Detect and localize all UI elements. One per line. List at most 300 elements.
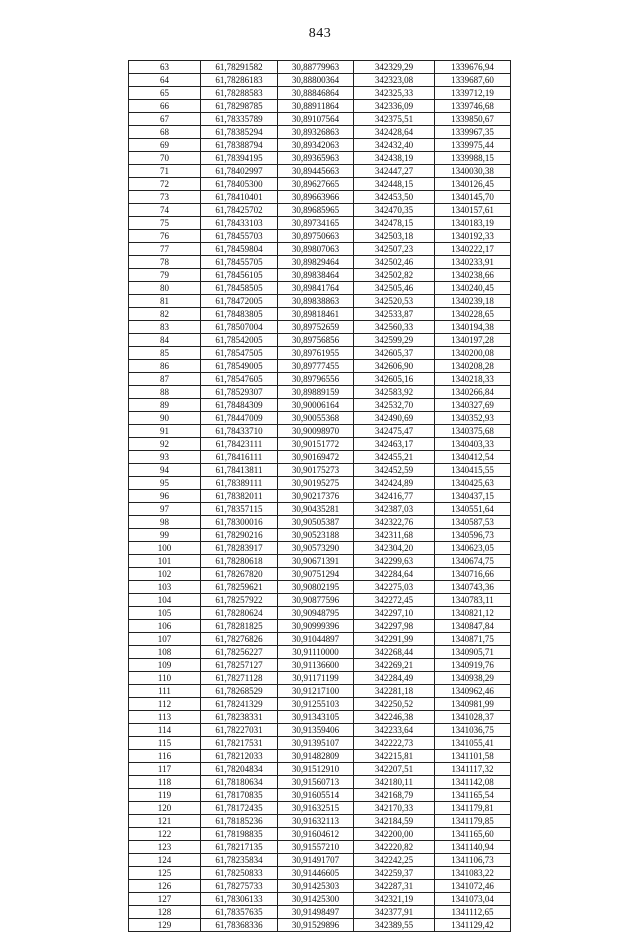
longitude-cell: 30,91110000 — [278, 646, 354, 659]
point-number-cell: 97 — [129, 503, 201, 516]
longitude-cell: 30,91604612 — [278, 828, 354, 841]
x-coordinate-cell: 342299,63 — [354, 555, 435, 568]
x-coordinate-cell: 342452,59 — [354, 464, 435, 477]
y-coordinate-cell: 1340228,65 — [435, 308, 511, 321]
longitude-cell: 30,91491707 — [278, 854, 354, 867]
latitude-cell: 61,78458505 — [201, 282, 278, 295]
point-number-cell: 68 — [129, 126, 201, 139]
latitude-cell: 61,78212033 — [201, 750, 278, 763]
y-coordinate-cell: 1340157,61 — [435, 204, 511, 217]
y-coordinate-cell: 1339712,19 — [435, 87, 511, 100]
x-coordinate-cell: 342321,19 — [354, 893, 435, 906]
longitude-cell: 30,89750663 — [278, 230, 354, 243]
x-coordinate-cell: 342532,70 — [354, 399, 435, 412]
y-coordinate-cell: 1341179,81 — [435, 802, 511, 815]
x-coordinate-cell: 342490,69 — [354, 412, 435, 425]
y-coordinate-cell: 1340145,70 — [435, 191, 511, 204]
latitude-cell: 61,78280624 — [201, 607, 278, 620]
x-coordinate-cell: 342428,64 — [354, 126, 435, 139]
latitude-cell: 61,78389111 — [201, 477, 278, 490]
x-coordinate-cell: 342475,47 — [354, 425, 435, 438]
point-number-cell: 128 — [129, 906, 201, 919]
x-coordinate-cell: 342375,51 — [354, 113, 435, 126]
point-number-cell: 119 — [129, 789, 201, 802]
latitude-cell: 61,78394195 — [201, 152, 278, 165]
table-row — [129, 230, 511, 243]
point-number-cell: 99 — [129, 529, 201, 542]
longitude-cell: 30,91359406 — [278, 724, 354, 737]
longitude-cell: 30,90573290 — [278, 542, 354, 555]
y-coordinate-cell: 1341140,94 — [435, 841, 511, 854]
longitude-cell: 30,91557210 — [278, 841, 354, 854]
table-row — [129, 334, 511, 347]
y-coordinate-cell: 1339850,67 — [435, 113, 511, 126]
longitude-cell: 30,90948795 — [278, 607, 354, 620]
table-row — [129, 217, 511, 230]
latitude-cell: 61,78298785 — [201, 100, 278, 113]
point-number-cell: 73 — [129, 191, 201, 204]
table-row — [129, 568, 511, 581]
table-row — [129, 919, 511, 932]
page-number: 843 — [308, 26, 332, 41]
point-number-cell: 114 — [129, 724, 201, 737]
longitude-cell: 30,90435281 — [278, 503, 354, 516]
x-coordinate-cell: 342533,87 — [354, 308, 435, 321]
longitude-cell: 30,89365963 — [278, 152, 354, 165]
x-coordinate-cell: 342599,29 — [354, 334, 435, 347]
table-row — [129, 646, 511, 659]
table-row — [129, 321, 511, 334]
point-number-cell: 91 — [129, 425, 201, 438]
point-number-cell: 120 — [129, 802, 201, 815]
x-coordinate-cell: 342505,46 — [354, 282, 435, 295]
table-row — [129, 841, 511, 854]
y-coordinate-cell: 1339975,44 — [435, 139, 511, 152]
y-coordinate-cell: 1340194,38 — [435, 321, 511, 334]
longitude-cell: 30,89756856 — [278, 334, 354, 347]
x-coordinate-cell: 342329,29 — [354, 61, 435, 74]
table-row — [129, 802, 511, 815]
x-coordinate-cell: 342455,21 — [354, 451, 435, 464]
x-coordinate-cell: 342242,25 — [354, 854, 435, 867]
y-coordinate-cell: 1341055,41 — [435, 737, 511, 750]
longitude-cell: 30,89838863 — [278, 295, 354, 308]
point-number-cell: 127 — [129, 893, 201, 906]
longitude-cell: 30,89777455 — [278, 360, 354, 373]
point-number-cell: 92 — [129, 438, 201, 451]
table-row — [129, 763, 511, 776]
point-number-cell: 75 — [129, 217, 201, 230]
latitude-cell: 61,78549005 — [201, 360, 278, 373]
x-coordinate-cell: 342322,76 — [354, 516, 435, 529]
latitude-cell: 61,78227031 — [201, 724, 278, 737]
longitude-cell: 30,89445663 — [278, 165, 354, 178]
x-coordinate-cell: 342416,77 — [354, 490, 435, 503]
latitude-cell: 61,78402997 — [201, 165, 278, 178]
x-coordinate-cell: 342560,33 — [354, 321, 435, 334]
x-coordinate-cell: 342284,49 — [354, 672, 435, 685]
y-coordinate-cell: 1340587,53 — [435, 516, 511, 529]
point-number-cell: 93 — [129, 451, 201, 464]
y-coordinate-cell: 1340821,12 — [435, 607, 511, 620]
y-coordinate-cell: 1340847,84 — [435, 620, 511, 633]
latitude-cell: 61,78241329 — [201, 698, 278, 711]
table-row — [129, 347, 511, 360]
x-coordinate-cell: 342180,11 — [354, 776, 435, 789]
latitude-cell: 61,78217531 — [201, 737, 278, 750]
point-number-cell: 76 — [129, 230, 201, 243]
table-row — [129, 178, 511, 191]
latitude-cell: 61,78507004 — [201, 321, 278, 334]
x-coordinate-cell: 342503,18 — [354, 230, 435, 243]
longitude-cell: 30,89663966 — [278, 191, 354, 204]
table-row — [129, 854, 511, 867]
latitude-cell: 61,78459804 — [201, 243, 278, 256]
y-coordinate-cell: 1340783,11 — [435, 594, 511, 607]
table-row — [129, 659, 511, 672]
x-coordinate-cell: 342268,44 — [354, 646, 435, 659]
table-row — [129, 685, 511, 698]
y-coordinate-cell: 1341112,65 — [435, 906, 511, 919]
longitude-cell: 30,90802195 — [278, 581, 354, 594]
longitude-cell: 30,89326863 — [278, 126, 354, 139]
x-coordinate-cell: 342281,18 — [354, 685, 435, 698]
y-coordinate-cell: 1340233,91 — [435, 256, 511, 269]
latitude-cell: 61,78198835 — [201, 828, 278, 841]
point-number-cell: 126 — [129, 880, 201, 893]
table-row — [129, 724, 511, 737]
point-number-cell: 85 — [129, 347, 201, 360]
table-row — [129, 555, 511, 568]
y-coordinate-cell: 1341106,73 — [435, 854, 511, 867]
table-row — [129, 529, 511, 542]
longitude-cell: 30,91512910 — [278, 763, 354, 776]
y-coordinate-cell: 1340938,29 — [435, 672, 511, 685]
latitude-cell: 61,78275733 — [201, 880, 278, 893]
table-row — [129, 737, 511, 750]
point-number-cell: 101 — [129, 555, 201, 568]
y-coordinate-cell: 1340981,99 — [435, 698, 511, 711]
table-row — [129, 308, 511, 321]
longitude-cell: 30,89685965 — [278, 204, 354, 217]
point-number-cell: 113 — [129, 711, 201, 724]
latitude-cell: 61,78170835 — [201, 789, 278, 802]
x-coordinate-cell: 342207,51 — [354, 763, 435, 776]
table-row — [129, 867, 511, 880]
latitude-cell: 61,78257922 — [201, 594, 278, 607]
point-number-cell: 100 — [129, 542, 201, 555]
point-number-cell: 129 — [129, 919, 201, 932]
table-row — [129, 126, 511, 139]
table-row — [129, 373, 511, 386]
y-coordinate-cell: 1339687,60 — [435, 74, 511, 87]
point-number-cell: 71 — [129, 165, 201, 178]
point-number-cell: 79 — [129, 269, 201, 282]
table-row — [129, 204, 511, 217]
longitude-cell: 30,91425303 — [278, 880, 354, 893]
longitude-cell: 30,90877596 — [278, 594, 354, 607]
latitude-cell: 61,78455705 — [201, 256, 278, 269]
point-number-cell: 110 — [129, 672, 201, 685]
point-number-cell: 121 — [129, 815, 201, 828]
y-coordinate-cell: 1339988,15 — [435, 152, 511, 165]
latitude-cell: 61,78385294 — [201, 126, 278, 139]
longitude-cell: 30,91044897 — [278, 633, 354, 646]
y-coordinate-cell: 1339746,68 — [435, 100, 511, 113]
x-coordinate-cell: 342507,23 — [354, 243, 435, 256]
y-coordinate-cell: 1340716,66 — [435, 568, 511, 581]
y-coordinate-cell: 1341129,42 — [435, 919, 511, 932]
table-row — [129, 906, 511, 919]
y-coordinate-cell: 1339676,94 — [435, 61, 511, 74]
point-number-cell: 87 — [129, 373, 201, 386]
table-row — [129, 594, 511, 607]
table-row — [129, 74, 511, 87]
longitude-cell: 30,90999396 — [278, 620, 354, 633]
table-row — [129, 100, 511, 113]
table-row — [129, 139, 511, 152]
table-row — [129, 490, 511, 503]
latitude-cell: 61,78335789 — [201, 113, 278, 126]
point-number-cell: 88 — [129, 386, 201, 399]
longitude-cell: 30,91482809 — [278, 750, 354, 763]
latitude-cell: 61,78529307 — [201, 386, 278, 399]
y-coordinate-cell: 1340192,33 — [435, 230, 511, 243]
y-coordinate-cell: 1340623,05 — [435, 542, 511, 555]
y-coordinate-cell: 1340183,19 — [435, 217, 511, 230]
x-coordinate-cell: 342502,82 — [354, 269, 435, 282]
x-coordinate-cell: 342250,52 — [354, 698, 435, 711]
point-number-cell: 116 — [129, 750, 201, 763]
latitude-cell: 61,78357115 — [201, 503, 278, 516]
table-row — [129, 152, 511, 165]
point-number-cell: 94 — [129, 464, 201, 477]
point-number-cell: 95 — [129, 477, 201, 490]
latitude-cell: 61,78425702 — [201, 204, 278, 217]
table-row — [129, 165, 511, 178]
table-row — [129, 113, 511, 126]
point-number-cell: 65 — [129, 87, 201, 100]
x-coordinate-cell: 342438,19 — [354, 152, 435, 165]
latitude-cell: 61,78290216 — [201, 529, 278, 542]
y-coordinate-cell: 1340437,15 — [435, 490, 511, 503]
longitude-cell: 30,90175273 — [278, 464, 354, 477]
longitude-cell: 30,91343105 — [278, 711, 354, 724]
x-coordinate-cell: 342323,08 — [354, 74, 435, 87]
coordinates-table-body — [129, 61, 511, 932]
latitude-cell: 61,78259621 — [201, 581, 278, 594]
longitude-cell: 30,91632515 — [278, 802, 354, 815]
table-row — [129, 399, 511, 412]
y-coordinate-cell: 1340030,38 — [435, 165, 511, 178]
x-coordinate-cell: 342291,99 — [354, 633, 435, 646]
table-row — [129, 61, 511, 74]
point-number-cell: 74 — [129, 204, 201, 217]
table-row — [129, 451, 511, 464]
y-coordinate-cell: 1341036,75 — [435, 724, 511, 737]
latitude-cell: 61,78357635 — [201, 906, 278, 919]
table-row — [129, 620, 511, 633]
y-coordinate-cell: 1340415,55 — [435, 464, 511, 477]
x-coordinate-cell: 342463,17 — [354, 438, 435, 451]
point-number-cell: 96 — [129, 490, 201, 503]
latitude-cell: 61,78433103 — [201, 217, 278, 230]
y-coordinate-cell: 1340551,64 — [435, 503, 511, 516]
latitude-cell: 61,78268529 — [201, 685, 278, 698]
longitude-cell: 30,88911864 — [278, 100, 354, 113]
table-row — [129, 698, 511, 711]
y-coordinate-cell: 1341165,54 — [435, 789, 511, 802]
table-row — [129, 425, 511, 438]
longitude-cell: 30,90055368 — [278, 412, 354, 425]
y-coordinate-cell: 1340222,17 — [435, 243, 511, 256]
x-coordinate-cell: 342387,03 — [354, 503, 435, 516]
y-coordinate-cell: 1340412,54 — [435, 451, 511, 464]
longitude-cell: 30,89734165 — [278, 217, 354, 230]
table-row — [129, 581, 511, 594]
latitude-cell: 61,78283917 — [201, 542, 278, 555]
y-coordinate-cell: 1341028,37 — [435, 711, 511, 724]
latitude-cell: 61,78180634 — [201, 776, 278, 789]
table-row — [129, 516, 511, 529]
x-coordinate-cell: 342284,64 — [354, 568, 435, 581]
y-coordinate-cell: 1341117,32 — [435, 763, 511, 776]
longitude-cell: 30,90523188 — [278, 529, 354, 542]
point-number-cell: 102 — [129, 568, 201, 581]
point-number-cell: 104 — [129, 594, 201, 607]
table-row — [129, 789, 511, 802]
latitude-cell: 61,78455703 — [201, 230, 278, 243]
y-coordinate-cell: 1340239,18 — [435, 295, 511, 308]
point-number-cell: 64 — [129, 74, 201, 87]
x-coordinate-cell: 342304,20 — [354, 542, 435, 555]
point-number-cell: 78 — [129, 256, 201, 269]
table-row — [129, 386, 511, 399]
latitude-cell: 61,78306133 — [201, 893, 278, 906]
longitude-cell: 30,90169472 — [278, 451, 354, 464]
point-number-cell: 67 — [129, 113, 201, 126]
point-number-cell: 81 — [129, 295, 201, 308]
x-coordinate-cell: 342168,79 — [354, 789, 435, 802]
table-row — [129, 191, 511, 204]
table-row — [129, 711, 511, 724]
latitude-cell: 61,78423111 — [201, 438, 278, 451]
x-coordinate-cell: 342478,15 — [354, 217, 435, 230]
longitude-cell: 30,90006164 — [278, 399, 354, 412]
x-coordinate-cell: 342432,40 — [354, 139, 435, 152]
table-row — [129, 828, 511, 841]
longitude-cell: 30,91255103 — [278, 698, 354, 711]
latitude-cell: 61,78413811 — [201, 464, 278, 477]
table-row — [129, 750, 511, 763]
point-number-cell: 82 — [129, 308, 201, 321]
latitude-cell: 61,78286183 — [201, 74, 278, 87]
longitude-cell: 30,91171199 — [278, 672, 354, 685]
longitude-cell: 30,89889159 — [278, 386, 354, 399]
x-coordinate-cell: 342424,89 — [354, 477, 435, 490]
x-coordinate-cell: 342275,03 — [354, 581, 435, 594]
point-number-cell: 98 — [129, 516, 201, 529]
latitude-cell: 61,78416111 — [201, 451, 278, 464]
y-coordinate-cell: 1340674,75 — [435, 555, 511, 568]
point-number-cell: 69 — [129, 139, 201, 152]
point-number-cell: 124 — [129, 854, 201, 867]
point-number-cell: 125 — [129, 867, 201, 880]
y-coordinate-cell: 1340403,33 — [435, 438, 511, 451]
longitude-cell: 30,89838464 — [278, 269, 354, 282]
table-row — [129, 776, 511, 789]
longitude-cell: 30,90751294 — [278, 568, 354, 581]
longitude-cell: 30,88800364 — [278, 74, 354, 87]
latitude-cell: 61,78271128 — [201, 672, 278, 685]
longitude-cell: 30,91605514 — [278, 789, 354, 802]
longitude-cell: 30,89818461 — [278, 308, 354, 321]
table-row — [129, 243, 511, 256]
y-coordinate-cell: 1341142,08 — [435, 776, 511, 789]
y-coordinate-cell: 1340905,71 — [435, 646, 511, 659]
point-number-cell: 111 — [129, 685, 201, 698]
latitude-cell: 61,78542005 — [201, 334, 278, 347]
longitude-cell: 30,91560713 — [278, 776, 354, 789]
y-coordinate-cell: 1340425,63 — [435, 477, 511, 490]
longitude-cell: 30,89807063 — [278, 243, 354, 256]
longitude-cell: 30,91529896 — [278, 919, 354, 932]
x-coordinate-cell: 342220,82 — [354, 841, 435, 854]
table-row — [129, 672, 511, 685]
longitude-cell: 30,90505387 — [278, 516, 354, 529]
latitude-cell: 61,78256227 — [201, 646, 278, 659]
table-row — [129, 477, 511, 490]
x-coordinate-cell: 342287,31 — [354, 880, 435, 893]
x-coordinate-cell: 342297,98 — [354, 620, 435, 633]
point-number-cell: 117 — [129, 763, 201, 776]
y-coordinate-cell: 1340208,28 — [435, 360, 511, 373]
y-coordinate-cell: 1339967,35 — [435, 126, 511, 139]
x-coordinate-cell: 342389,55 — [354, 919, 435, 932]
y-coordinate-cell: 1340200,08 — [435, 347, 511, 360]
x-coordinate-cell: 342605,16 — [354, 373, 435, 386]
y-coordinate-cell: 1340240,45 — [435, 282, 511, 295]
table-row — [129, 633, 511, 646]
longitude-cell: 30,90217376 — [278, 490, 354, 503]
latitude-cell: 61,78280618 — [201, 555, 278, 568]
table-row — [129, 87, 511, 100]
longitude-cell: 30,90151772 — [278, 438, 354, 451]
point-number-cell: 115 — [129, 737, 201, 750]
latitude-cell: 61,78405300 — [201, 178, 278, 191]
y-coordinate-cell: 1341083,22 — [435, 867, 511, 880]
point-number-cell: 107 — [129, 633, 201, 646]
point-number-cell: 80 — [129, 282, 201, 295]
y-coordinate-cell: 1340266,84 — [435, 386, 511, 399]
table-row — [129, 360, 511, 373]
x-coordinate-cell: 342605,37 — [354, 347, 435, 360]
x-coordinate-cell: 342233,64 — [354, 724, 435, 737]
latitude-cell: 61,78382011 — [201, 490, 278, 503]
point-number-cell: 83 — [129, 321, 201, 334]
y-coordinate-cell: 1341072,46 — [435, 880, 511, 893]
point-number-cell: 66 — [129, 100, 201, 113]
latitude-cell: 61,78472005 — [201, 295, 278, 308]
table-row — [129, 880, 511, 893]
table-row — [129, 542, 511, 555]
point-number-cell: 90 — [129, 412, 201, 425]
y-coordinate-cell: 1340375,68 — [435, 425, 511, 438]
latitude-cell: 61,78204834 — [201, 763, 278, 776]
y-coordinate-cell: 1340871,75 — [435, 633, 511, 646]
x-coordinate-cell: 342311,68 — [354, 529, 435, 542]
latitude-cell: 61,78257127 — [201, 659, 278, 672]
